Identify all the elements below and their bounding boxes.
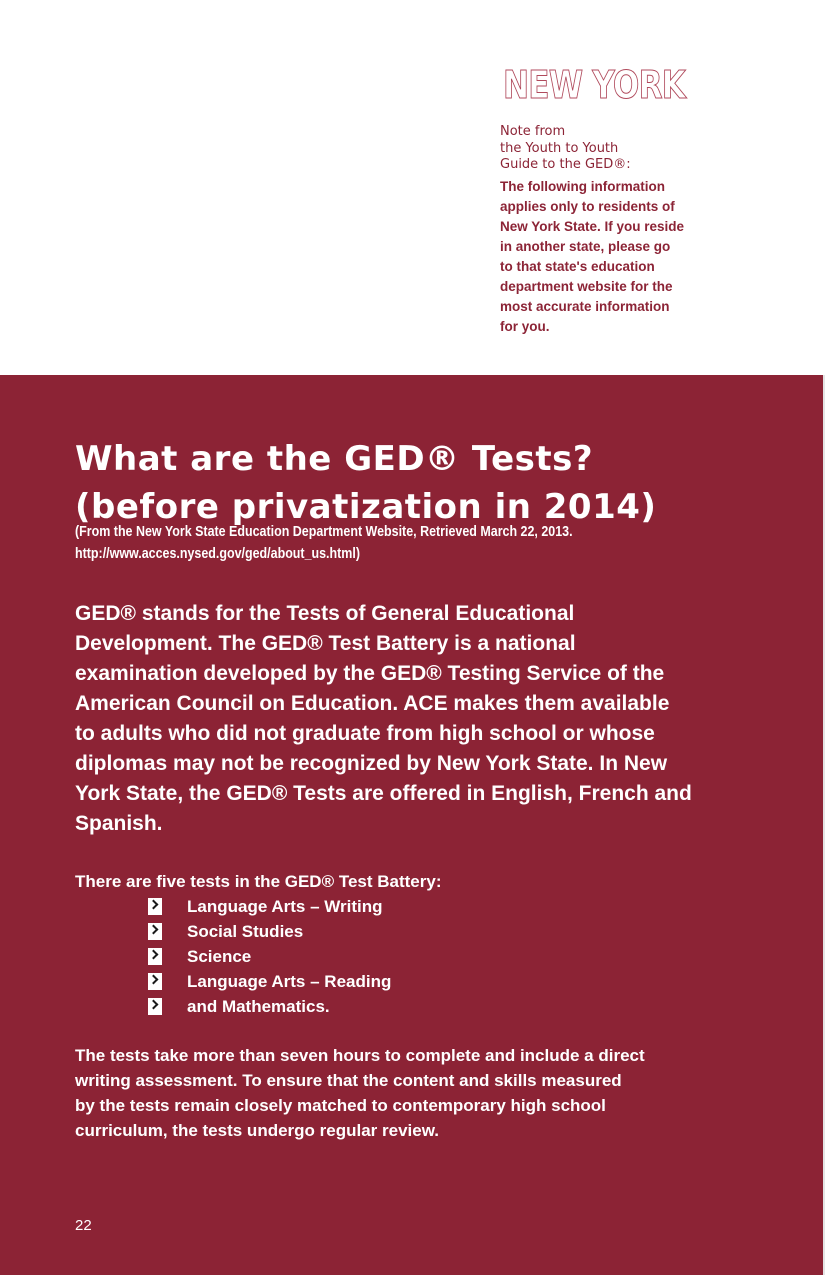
test-label: Language Arts – Reading <box>187 971 392 991</box>
page-title: What are the GED® Tests? (before privatization in 2014) <box>75 439 657 527</box>
main-content <box>0 375 823 1275</box>
page-number: 22 <box>75 1217 92 1234</box>
test-label: Language Arts – Writing <box>187 896 383 916</box>
note-heading: Note from the Youth to Youth Guide to the GED®: <box>500 124 631 172</box>
list-item <box>148 944 391 969</box>
chevron-right-icon <box>148 998 162 1015</box>
test-label: and Mathematics. <box>187 996 330 1016</box>
list-item <box>148 894 391 919</box>
chevron-right-icon <box>148 923 162 940</box>
closing-paragraph: The tests take more than seven hours to complete and include a direct writing assessment. To ensure that the content and skills measured by the tests remain closely matched to contemporary high school curriculum, the tests undergo regular review. <box>75 1046 645 1140</box>
list-item <box>148 919 391 944</box>
intro-paragraph: GED® stands for the Tests of General Educational Development. The GED® Test Battery is a national examination developed by the GED® Testing Service of the American Council on Education. ACE makes them available to adults who did not graduate from high school or whose diplomas may not be recognized by New York State. In New York State, the GED® Tests are offered in English, French and Spanish. <box>75 602 692 835</box>
list-item <box>148 969 391 994</box>
source-citation: (From the New York State Education Department Website, Retrieved March 22, 2013. http://www.acces.nysed.gov/ged/about_us.html) <box>75 524 573 562</box>
list-item <box>148 994 391 1019</box>
chevron-right-icon <box>148 973 162 990</box>
chevron-right-icon <box>148 898 162 915</box>
note-body: The following information applies only to residents of New York State. If you reside in another state, please go to that state's education department website for the most accurate information for you. <box>500 179 685 334</box>
tests-list-intro: There are five tests in the GED® Test Battery: <box>75 872 442 891</box>
state-title: NEW YORK <box>503 63 686 107</box>
test-label: Science <box>187 946 252 966</box>
tests-list <box>148 894 391 1019</box>
test-label: Social Studies <box>187 921 304 941</box>
state-note-section <box>0 0 825 375</box>
chevron-right-icon <box>148 948 162 965</box>
